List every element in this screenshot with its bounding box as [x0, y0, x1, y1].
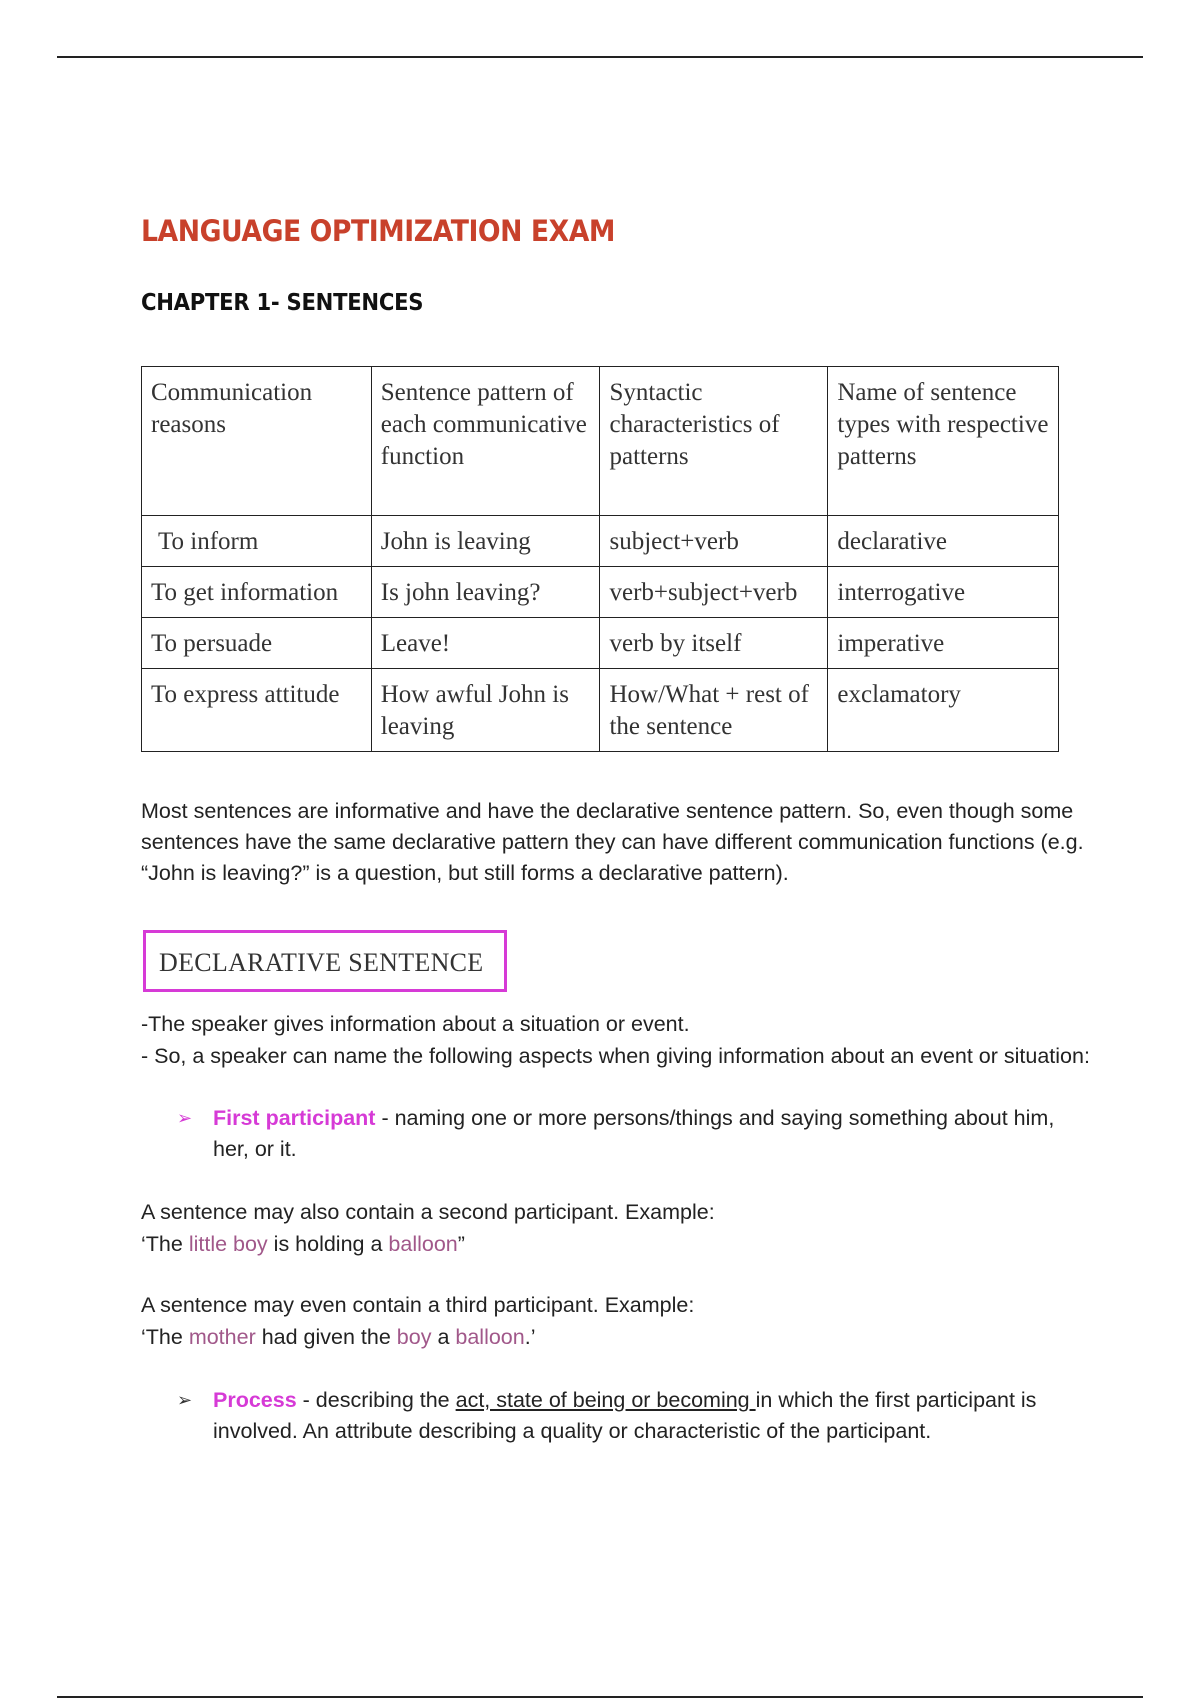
speaker-line: -The speaker gives information about a situation or event.	[141, 1012, 690, 1036]
table-row	[142, 567, 1059, 618]
term-description: - describing the	[296, 1388, 456, 1412]
example-highlight: little boy	[188, 1232, 268, 1256]
table-cell: Is john leaving?	[371, 567, 600, 618]
table-cell: imperative	[828, 618, 1059, 669]
table-cell: Leave!	[371, 618, 600, 669]
table-header-cell: Syntactic characteristics of patterns	[600, 367, 828, 516]
example-highlight: balloon	[388, 1232, 458, 1256]
example-text: .’	[524, 1325, 536, 1349]
table-header-cell: Name of sentence types with respective patterns	[828, 367, 1059, 516]
example-text: a	[431, 1325, 456, 1349]
bullet-process	[177, 1385, 1057, 1447]
underlined-phrase: act, state of being or becoming	[455, 1388, 756, 1412]
arrow-bullet-icon: ➢	[177, 1390, 193, 1410]
term-description: in which the first participant is involved. An attribute describing a quality or characteristic of the participant.	[213, 1388, 1037, 1443]
term-label: Process	[213, 1388, 297, 1412]
table-cell: exclamatory	[828, 669, 1059, 752]
top-rule	[57, 56, 1143, 58]
example-text: ”	[457, 1232, 465, 1256]
table-cell: verb by itself	[600, 618, 828, 669]
table-cell: To express attitude	[142, 669, 372, 752]
example-text: ‘The	[141, 1325, 189, 1349]
bullet-first-participant	[177, 1103, 1057, 1165]
example-highlight: balloon	[455, 1325, 525, 1349]
table-cell: subject+verb	[600, 516, 828, 567]
table-cell: How awful John is leaving	[371, 669, 600, 752]
bottom-rule	[57, 1696, 1143, 1698]
bullet-text	[213, 1103, 1057, 1165]
example-highlight: boy	[396, 1325, 432, 1349]
term-label: First participant	[213, 1106, 376, 1130]
table-row	[142, 669, 1059, 752]
table-cell: interrogative	[828, 567, 1059, 618]
term-description: - naming one or more persons/things and saying something about him, her, or it.	[213, 1106, 1055, 1161]
bullet-text	[213, 1385, 1057, 1447]
second-participant-intro: A sentence may also contain a second participant. Example:	[141, 1200, 715, 1224]
table-header-cell: Communication reasons	[142, 367, 372, 516]
table-cell: How/What + rest of the sentence	[600, 669, 828, 752]
table-cell: John is leaving	[371, 516, 600, 567]
arrow-bullet-icon: ➢	[177, 1108, 193, 1128]
second-participant-example	[141, 1229, 1101, 1260]
third-participant-intro: A sentence may even contain a third participant. Example:	[141, 1293, 695, 1317]
table-cell: declarative	[828, 516, 1059, 567]
chapter-heading: CHAPTER 1- SENTENCES	[141, 290, 424, 316]
table-header-cell: Sentence pattern of each communicative function	[371, 367, 600, 516]
example-text: is holding a	[267, 1232, 389, 1256]
table-cell: To inform	[142, 516, 372, 567]
speaker-line: - So, a speaker can name the following aspects when giving information about an event or situation:	[141, 1044, 1090, 1068]
example-text: had given the	[255, 1325, 397, 1349]
table-row	[142, 618, 1059, 669]
third-participant-example	[141, 1322, 1101, 1353]
example-highlight: mother	[188, 1325, 256, 1349]
sentence-types-table	[141, 366, 1059, 752]
example-text: ‘The	[141, 1232, 189, 1256]
table-header-row	[142, 367, 1059, 516]
section-box-declarative: DECLARATIVE SENTENCE	[143, 930, 507, 992]
table-cell: To get information	[142, 567, 372, 618]
document-title: LANGUAGE OPTIMIZATION EXAM	[141, 214, 616, 248]
table-cell: verb+subject+verb	[600, 567, 828, 618]
table-cell: To persuade	[142, 618, 372, 669]
table-row	[142, 516, 1059, 567]
intro-paragraph: Most sentences are informative and have the declarative sentence pattern. So, even though some sentences have the same declarative pattern they can have different communication functions (e.g. “John is leaving?” is a question, but still forms a declarative pattern).	[141, 799, 1084, 885]
